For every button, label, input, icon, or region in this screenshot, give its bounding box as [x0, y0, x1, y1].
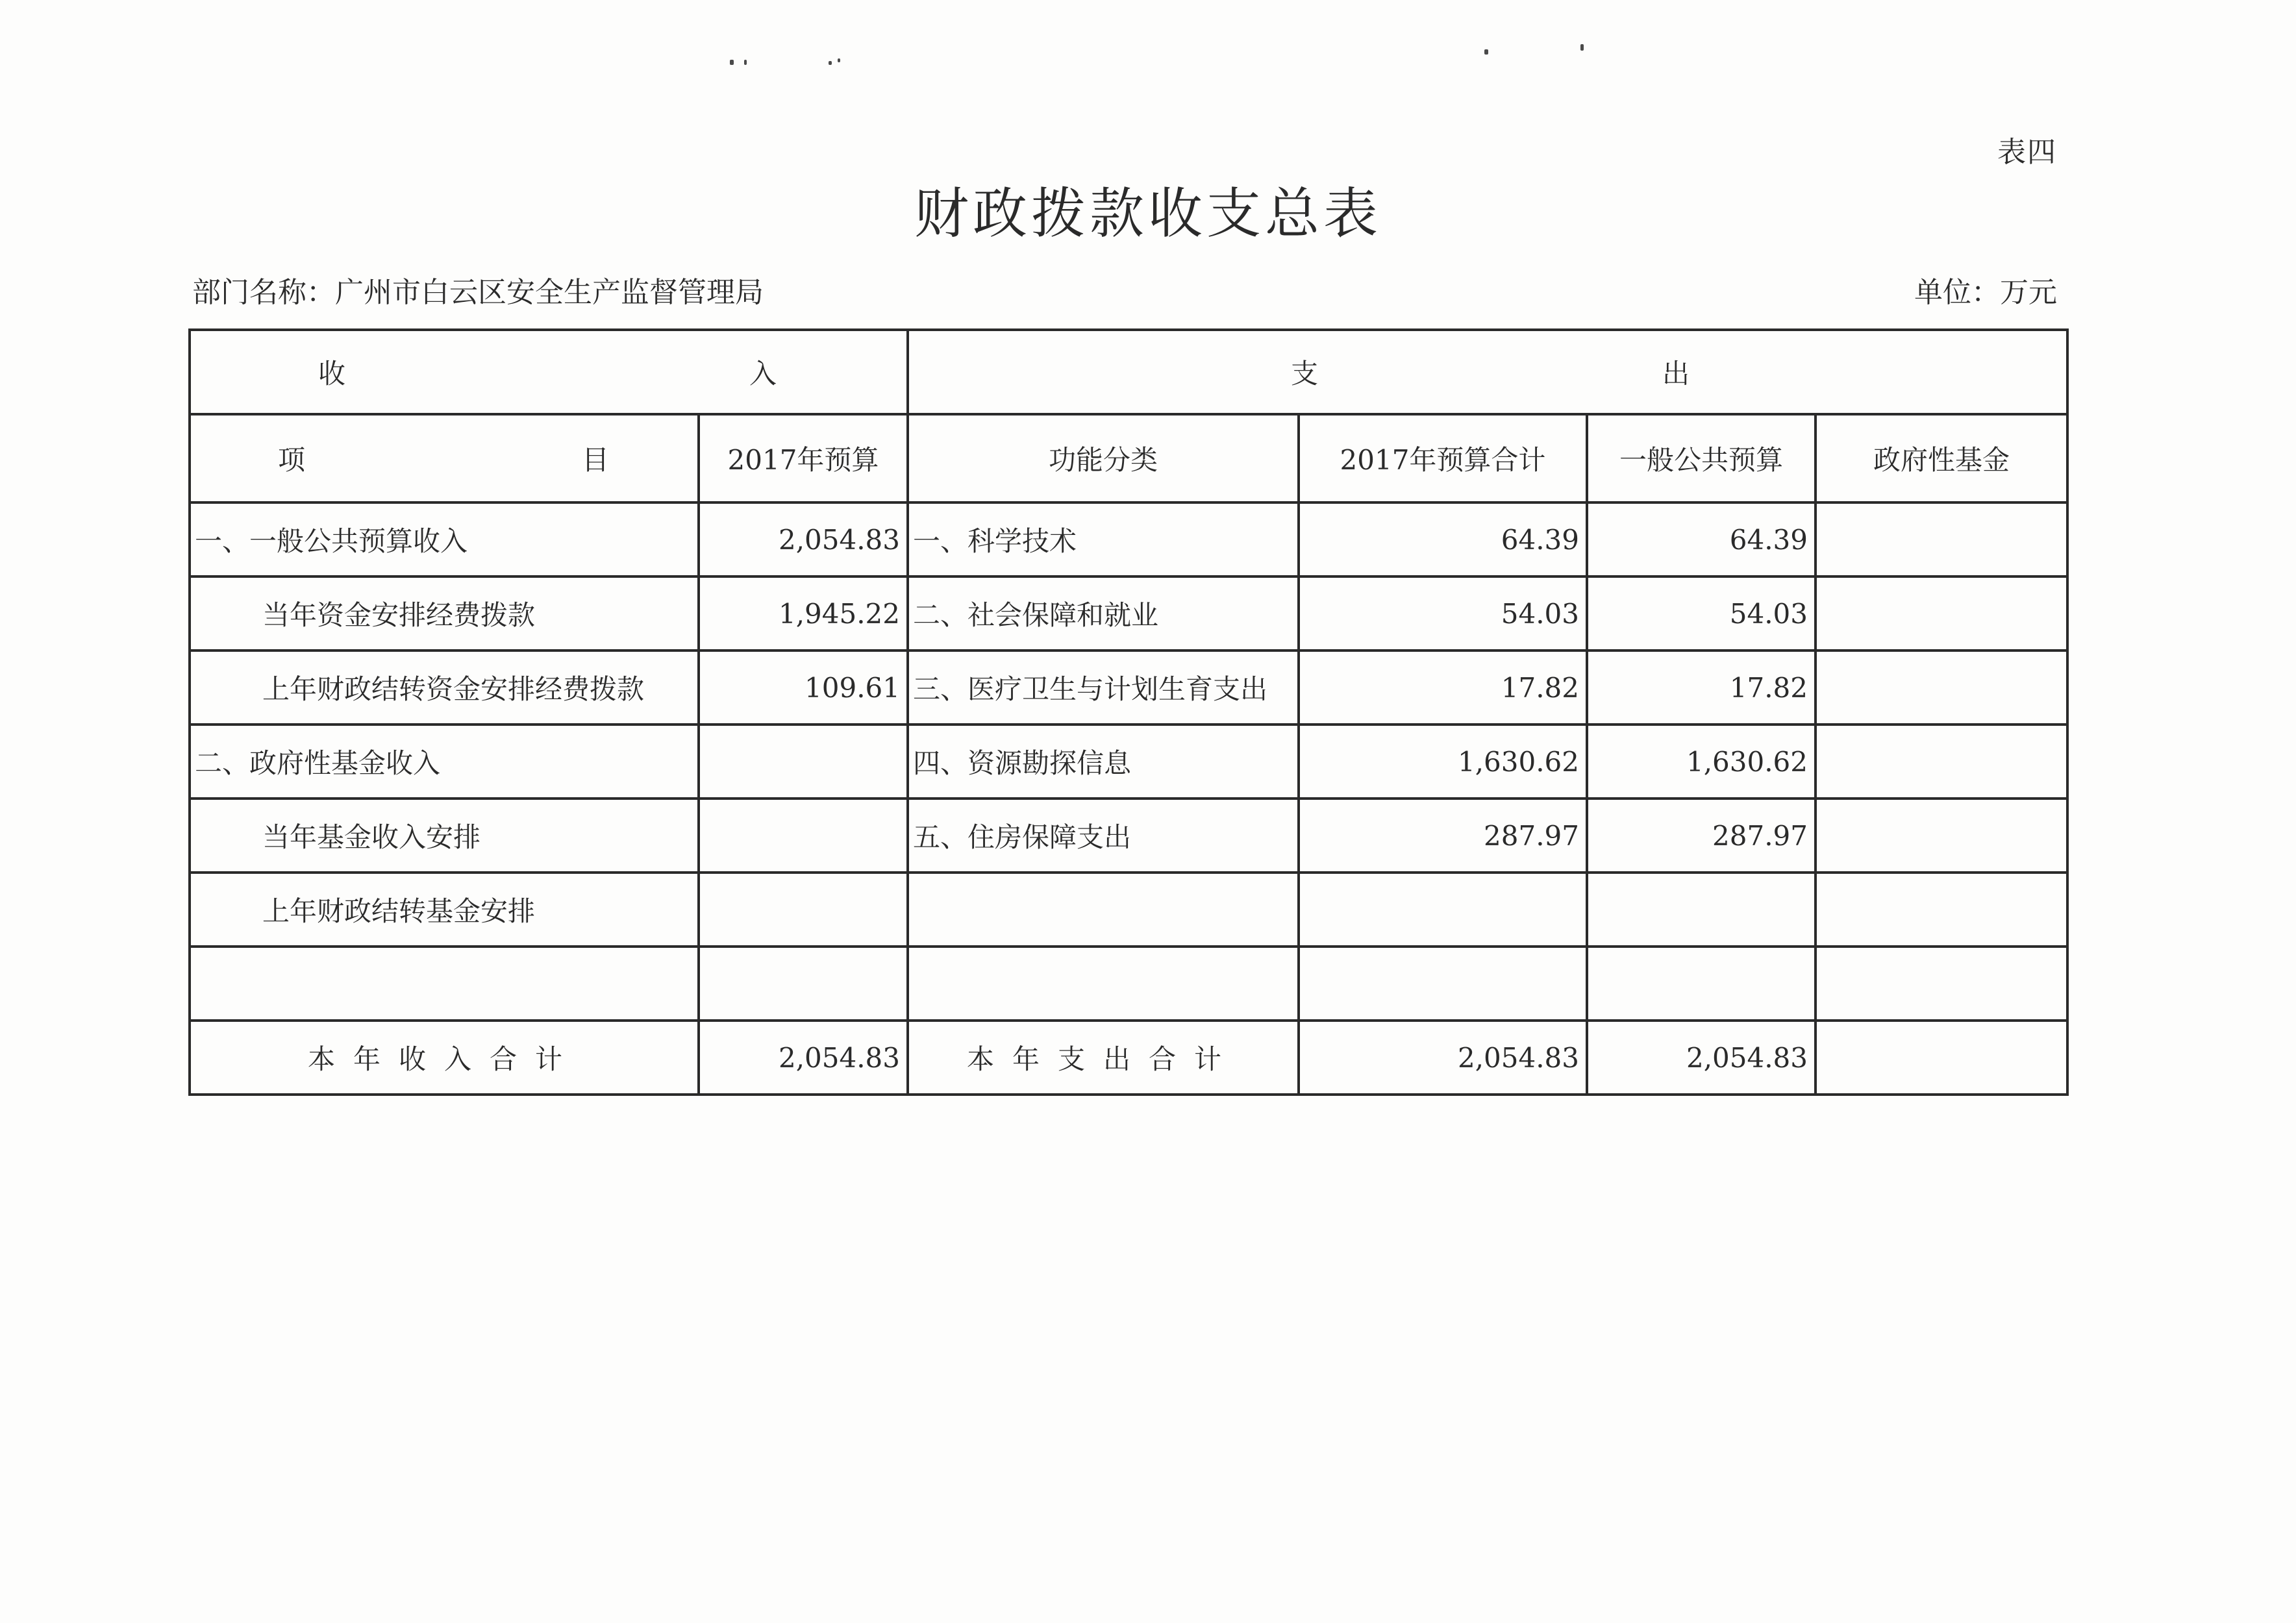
general-budget-cell: 287.97: [1587, 799, 1816, 873]
general-budget-cell: 64.39: [1587, 502, 1816, 576]
income-item-cell: 上年财政结转基金安排: [190, 873, 699, 947]
general-budget-cell: [1587, 873, 1816, 947]
expense-item-cell: 三、医疗卫生与计划生育支出: [908, 650, 1299, 725]
expense-header-left: 支: [1291, 358, 1319, 390]
income-header-right: 入: [749, 358, 777, 390]
expense-group-header: [908, 330, 2067, 414]
income-value-cell: [699, 725, 908, 799]
general-budget-cell: 54.03: [1587, 576, 1816, 650]
income-value-cell: [699, 873, 908, 947]
income-value-cell: 2,054.83: [699, 502, 908, 576]
income-total-label: 本年收入合计: [190, 1021, 699, 1095]
gov-fund-cell: [1816, 947, 2067, 1021]
income-total-value: 2,054.83: [699, 1021, 908, 1095]
expense-total-cell: 64.39: [1299, 502, 1587, 576]
expense-total-label: 本年支出合计: [908, 1021, 1299, 1095]
expense-fund-total-value: [1816, 1021, 2067, 1095]
group-header-row: [190, 330, 2067, 414]
income-item-cell: [190, 947, 699, 1021]
page-title: 财政拨款收支总表: [914, 182, 1382, 245]
general-budget-header: 一般公共预算: [1587, 414, 1816, 502]
item-header-left: 项: [278, 444, 306, 476]
table-number: 表四: [1997, 136, 2057, 169]
item-header-right: 目: [581, 444, 609, 476]
income-value-cell: [699, 947, 908, 1021]
scan-speck: [1484, 49, 1488, 55]
scan-speck: [1580, 44, 1584, 51]
expense-total-value: 2,054.83: [1299, 1021, 1587, 1095]
table-row: [190, 576, 2067, 650]
scan-speck: [744, 60, 747, 65]
table-row: [190, 873, 2067, 947]
scan-speck: [829, 61, 832, 65]
income-item-cell: 当年资金安排经费拨款: [190, 576, 699, 650]
table-row: [190, 502, 2067, 576]
expense-item-cell: [908, 947, 1299, 1021]
gov-fund-cell: [1816, 576, 2067, 650]
expense-item-cell: [908, 873, 1299, 947]
gov-fund-cell: [1816, 873, 2067, 947]
table-row: [190, 650, 2067, 725]
item-column-header: [190, 414, 699, 502]
expense-total-cell: [1299, 873, 1587, 947]
column-header-row: [190, 414, 2067, 502]
general-budget-cell: 17.82: [1587, 650, 1816, 725]
expense-total-header: 2017年预算合计: [1299, 414, 1587, 502]
expense-total-cell: 287.97: [1299, 799, 1587, 873]
budget-table: [188, 328, 2069, 1096]
scan-speck: [838, 58, 840, 62]
expense-total-cell: 54.03: [1299, 576, 1587, 650]
income-value-cell: 1,945.22: [699, 576, 908, 650]
income-header-left: 收: [318, 358, 346, 390]
income-item-cell: 一、一般公共预算收入: [190, 502, 699, 576]
income-group-header: [190, 330, 908, 414]
income-item-cell: 二、政府性基金收入: [190, 725, 699, 799]
department-name: 部门名称：广州市白云区安全生产监督管理局: [192, 276, 764, 309]
table-row: [190, 725, 2067, 799]
income-item-cell: 当年基金收入安排: [190, 799, 699, 873]
expense-item-cell: 五、住房保障支出: [908, 799, 1299, 873]
gov-fund-cell: [1816, 799, 2067, 873]
expense-total-cell: 17.82: [1299, 650, 1587, 725]
gov-fund-cell: [1816, 725, 2067, 799]
function-class-header: 功能分类: [908, 414, 1299, 502]
unit-label: 单位：万元: [1914, 276, 2057, 309]
income-value-cell: [699, 799, 908, 873]
income-budget-header: 2017年预算: [699, 414, 908, 502]
general-budget-cell: [1587, 947, 1816, 1021]
expense-general-total-value: 2,054.83: [1587, 1021, 1816, 1095]
income-item-cell: 上年财政结转资金安排经费拨款: [190, 650, 699, 725]
expense-item-cell: 四、资源勘探信息: [908, 725, 1299, 799]
expense-item-cell: 一、科学技术: [908, 502, 1299, 576]
general-budget-cell: 1,630.62: [1587, 725, 1816, 799]
totals-row: [190, 1021, 2067, 1095]
gov-fund-cell: [1816, 502, 2067, 576]
income-value-cell: 109.61: [699, 650, 908, 725]
gov-fund-cell: [1816, 650, 2067, 725]
scan-speck: [730, 60, 734, 65]
table-row: [190, 799, 2067, 873]
expense-total-cell: 1,630.62: [1299, 725, 1587, 799]
expense-header-right: 出: [1662, 358, 1690, 390]
gov-fund-header: 政府性基金: [1816, 414, 2067, 502]
table-row: [190, 947, 2067, 1021]
expense-total-cell: [1299, 947, 1587, 1021]
expense-item-cell: 二、社会保障和就业: [908, 576, 1299, 650]
